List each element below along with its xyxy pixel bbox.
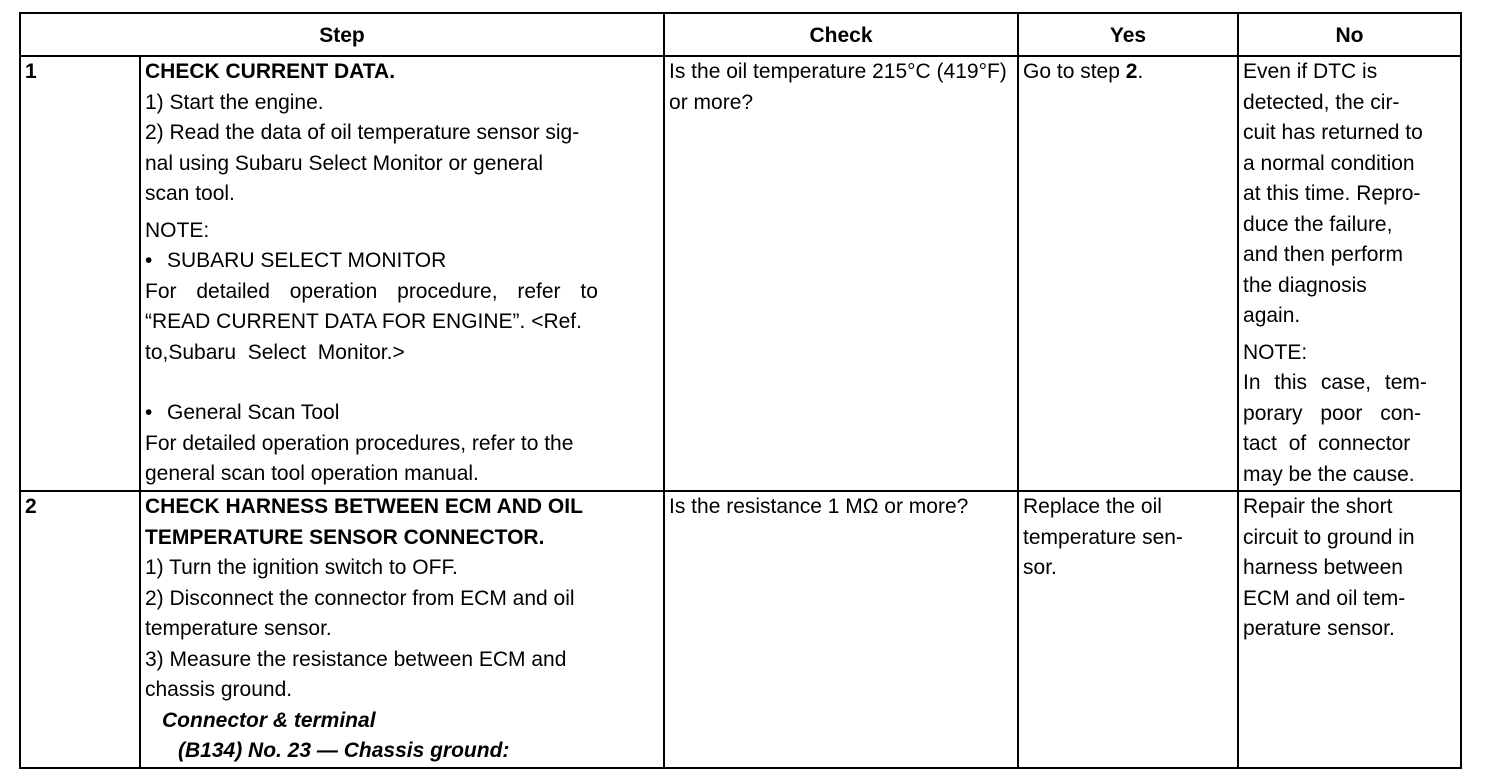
- yes-step-ref: 2: [1125, 60, 1138, 83]
- no-text: perature sensor.: [1243, 617, 1395, 640]
- no-cell: [1238, 56, 1461, 491]
- diagnosis-table: [19, 12, 1462, 769]
- step-title-cont: TEMPERATURE SENSOR CONNECTOR.: [145, 525, 545, 549]
- yes-cell: [1018, 56, 1238, 491]
- header-check: Check: [664, 13, 1018, 56]
- yes-text-end: .: [1137, 60, 1144, 83]
- note-text: to,Subaru Select Monitor.>: [145, 340, 405, 364]
- yes-cell: [1018, 491, 1238, 768]
- step-title: CHECK CURRENT DATA.: [145, 60, 396, 83]
- yes-text: sor.: [1023, 556, 1057, 579]
- no-note-text: porary poor con-: [1243, 401, 1422, 425]
- step-substep: 3) Measure the resistance between ECM and: [145, 647, 567, 671]
- step-substep-cont: nal using Subaru Select Monitor or general: [145, 151, 544, 175]
- note-bullet: • SUBARU SELECT MONITOR: [145, 246, 659, 277]
- step-substep: 2) Disconnect the connector from ECM and oil: [145, 586, 575, 610]
- step-substep-cont: chassis ground.: [145, 678, 293, 701]
- no-text: cuit has returned to: [1243, 121, 1423, 144]
- connector-label: Connector & terminal: [162, 708, 376, 732]
- no-note-label: NOTE:: [1243, 340, 1308, 364]
- table-row: [20, 56, 1461, 491]
- no-text: duce the failure,: [1243, 212, 1393, 236]
- no-text: harness between: [1243, 556, 1403, 579]
- note-bullet: • General Scan Tool: [145, 398, 659, 429]
- note-text: For detailed operation procedure, refer to: [145, 279, 598, 303]
- header-step: Step: [20, 13, 664, 56]
- step-description: [140, 491, 664, 768]
- step-substep: 2) Read the data of oil temperature sensor sig-: [145, 121, 580, 144]
- blank-line: [145, 368, 659, 398]
- step-substep: 1) Turn the ignition switch to OFF.: [145, 556, 458, 579]
- step-substep-cont: scan tool.: [145, 182, 235, 205]
- no-note-text: tact of connector: [1243, 432, 1411, 455]
- step-substep-cont: temperature sensor.: [145, 617, 332, 640]
- step-title: CHECK HARNESS BETWEEN ECM AND OIL: [145, 495, 583, 518]
- no-text: a normal condition: [1243, 151, 1415, 175]
- no-text: Repair the short: [1243, 495, 1393, 518]
- yes-text: Go to step: [1023, 60, 1126, 83]
- yes-text: temperature sen-: [1023, 525, 1183, 549]
- no-note-text: may be the cause.: [1243, 462, 1415, 486]
- no-text: Even if DTC is: [1243, 60, 1378, 83]
- no-text: again.: [1243, 304, 1301, 327]
- connector-terminal: (B134) No. 23 — Chassis ground:: [178, 739, 510, 762]
- yes-text: Replace the oil: [1023, 495, 1162, 518]
- header-no: No: [1238, 13, 1461, 56]
- no-text: the diagnosis: [1243, 273, 1367, 297]
- step-substep: 1) Start the engine.: [145, 90, 324, 114]
- note-text: general scan tool operation manual.: [145, 462, 479, 485]
- no-text: at this time. Repro-: [1243, 182, 1421, 205]
- no-text: detected, the cir-: [1243, 90, 1400, 114]
- no-text: circuit to ground in: [1243, 525, 1415, 549]
- no-text: ECM and oil tem-: [1243, 586, 1406, 610]
- header-yes: Yes: [1018, 13, 1238, 56]
- note-text: For detailed operation procedures, refer to the: [145, 431, 574, 455]
- no-cell: [1238, 491, 1461, 768]
- step-number: 1: [20, 56, 140, 491]
- header-row: [20, 13, 1461, 56]
- note-text: “READ CURRENT DATA FOR ENGINE”. <Ref.: [145, 310, 582, 333]
- check-cell: Is the resistance 1 MΩ or more?: [664, 491, 1018, 768]
- check-cell: Is the oil temperature 215°C (419°F) or more?: [664, 56, 1018, 491]
- no-text: and then perform: [1243, 243, 1403, 266]
- no-note-text: In this case, tem-: [1243, 371, 1427, 394]
- step-description: [140, 56, 664, 491]
- table-row: [20, 491, 1461, 768]
- note-label: NOTE:: [145, 218, 210, 242]
- step-number: 2: [20, 491, 140, 768]
